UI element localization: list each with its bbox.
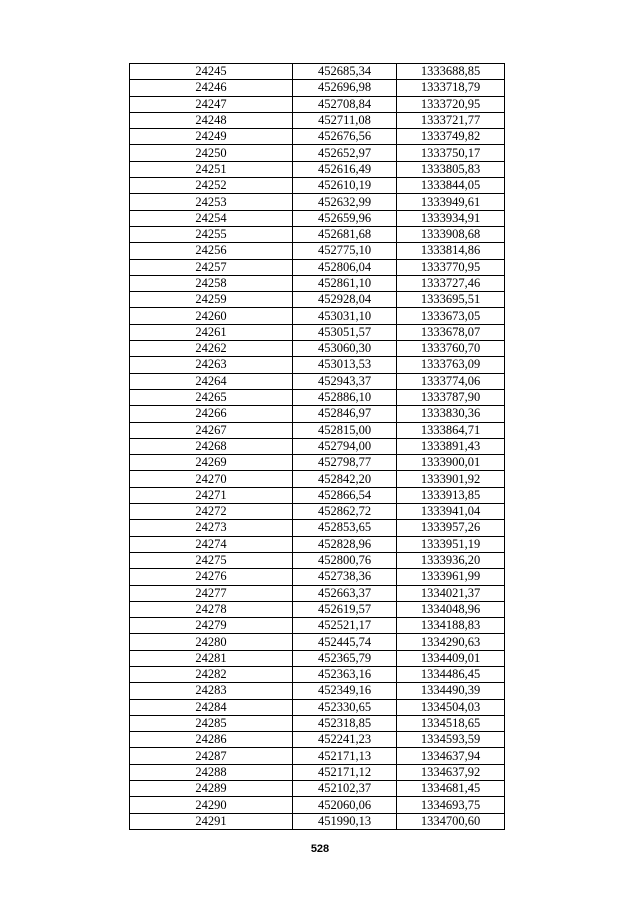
point-number-cell: 24290 bbox=[130, 797, 293, 813]
table-row bbox=[130, 324, 505, 340]
table-row bbox=[130, 618, 505, 634]
x-coordinate-cell: 452330,65 bbox=[293, 699, 397, 715]
table-row bbox=[130, 748, 505, 764]
x-coordinate-cell: 452806,04 bbox=[293, 259, 397, 275]
y-coordinate-cell: 1333864,71 bbox=[397, 422, 505, 438]
point-number-cell: 24277 bbox=[130, 585, 293, 601]
table-row bbox=[130, 112, 505, 128]
y-coordinate-cell: 1334700,60 bbox=[397, 813, 505, 829]
table-row bbox=[130, 797, 505, 813]
y-coordinate-cell: 1333749,82 bbox=[397, 129, 505, 145]
y-coordinate-cell: 1333760,70 bbox=[397, 341, 505, 357]
table-row bbox=[130, 275, 505, 291]
y-coordinate-cell: 1333814,86 bbox=[397, 243, 505, 259]
point-number-cell: 24245 bbox=[130, 64, 293, 80]
x-coordinate-cell: 452886,10 bbox=[293, 389, 397, 405]
point-number-cell: 24247 bbox=[130, 96, 293, 112]
point-number-cell: 24265 bbox=[130, 389, 293, 405]
table-row bbox=[130, 732, 505, 748]
table-row bbox=[130, 536, 505, 552]
table-row bbox=[130, 129, 505, 145]
table-row bbox=[130, 308, 505, 324]
x-coordinate-cell: 452619,57 bbox=[293, 601, 397, 617]
table-row bbox=[130, 243, 505, 259]
x-coordinate-cell: 452349,16 bbox=[293, 683, 397, 699]
point-number-cell: 24281 bbox=[130, 650, 293, 666]
y-coordinate-cell: 1333949,61 bbox=[397, 194, 505, 210]
point-number-cell: 24267 bbox=[130, 422, 293, 438]
table-row bbox=[130, 520, 505, 536]
point-number-cell: 24264 bbox=[130, 373, 293, 389]
coordinates-table-body bbox=[130, 64, 505, 830]
x-coordinate-cell: 452681,68 bbox=[293, 226, 397, 242]
table-row bbox=[130, 634, 505, 650]
y-coordinate-cell: 1333718,79 bbox=[397, 80, 505, 96]
table-row bbox=[130, 813, 505, 829]
table-row bbox=[130, 601, 505, 617]
table-row bbox=[130, 292, 505, 308]
x-coordinate-cell: 452846,97 bbox=[293, 406, 397, 422]
point-number-cell: 24253 bbox=[130, 194, 293, 210]
x-coordinate-cell: 452171,13 bbox=[293, 748, 397, 764]
y-coordinate-cell: 1334188,83 bbox=[397, 618, 505, 634]
point-number-cell: 24258 bbox=[130, 275, 293, 291]
point-number-cell: 24250 bbox=[130, 145, 293, 161]
x-coordinate-cell: 452652,97 bbox=[293, 145, 397, 161]
y-coordinate-cell: 1334637,92 bbox=[397, 764, 505, 780]
x-coordinate-cell: 452853,65 bbox=[293, 520, 397, 536]
point-number-cell: 24287 bbox=[130, 748, 293, 764]
x-coordinate-cell: 452616,49 bbox=[293, 161, 397, 177]
x-coordinate-cell: 452318,85 bbox=[293, 715, 397, 731]
y-coordinate-cell: 1333763,09 bbox=[397, 357, 505, 373]
x-coordinate-cell: 453051,57 bbox=[293, 324, 397, 340]
x-coordinate-cell: 452708,84 bbox=[293, 96, 397, 112]
table-row bbox=[130, 487, 505, 503]
y-coordinate-cell: 1333721,77 bbox=[397, 112, 505, 128]
point-number-cell: 24284 bbox=[130, 699, 293, 715]
x-coordinate-cell: 452828,96 bbox=[293, 536, 397, 552]
table-row bbox=[130, 683, 505, 699]
y-coordinate-cell: 1333901,92 bbox=[397, 471, 505, 487]
y-coordinate-cell: 1333727,46 bbox=[397, 275, 505, 291]
point-number-cell: 24282 bbox=[130, 666, 293, 682]
x-coordinate-cell: 452815,00 bbox=[293, 422, 397, 438]
point-number-cell: 24251 bbox=[130, 161, 293, 177]
point-number-cell: 24276 bbox=[130, 569, 293, 585]
y-coordinate-cell: 1333774,06 bbox=[397, 373, 505, 389]
point-number-cell: 24262 bbox=[130, 341, 293, 357]
x-coordinate-cell: 453013,53 bbox=[293, 357, 397, 373]
x-coordinate-cell: 452676,56 bbox=[293, 129, 397, 145]
table-row bbox=[130, 341, 505, 357]
point-number-cell: 24254 bbox=[130, 210, 293, 226]
y-coordinate-cell: 1334021,37 bbox=[397, 585, 505, 601]
table-row bbox=[130, 210, 505, 226]
table-row bbox=[130, 699, 505, 715]
y-coordinate-cell: 1334593,59 bbox=[397, 732, 505, 748]
x-coordinate-cell: 452738,36 bbox=[293, 569, 397, 585]
table-row bbox=[130, 471, 505, 487]
point-number-cell: 24270 bbox=[130, 471, 293, 487]
y-coordinate-cell: 1333805,83 bbox=[397, 161, 505, 177]
point-number-cell: 24288 bbox=[130, 764, 293, 780]
table-row bbox=[130, 80, 505, 96]
y-coordinate-cell: 1333688,85 bbox=[397, 64, 505, 80]
page-number: 528 bbox=[310, 843, 330, 855]
y-coordinate-cell: 1334290,63 bbox=[397, 634, 505, 650]
point-number-cell: 24249 bbox=[130, 129, 293, 145]
table-row bbox=[130, 357, 505, 373]
table-row bbox=[130, 178, 505, 194]
point-number-cell: 24286 bbox=[130, 732, 293, 748]
point-number-cell: 24274 bbox=[130, 536, 293, 552]
point-number-cell: 24246 bbox=[130, 80, 293, 96]
table-row bbox=[130, 145, 505, 161]
y-coordinate-cell: 1334693,75 bbox=[397, 797, 505, 813]
table-row bbox=[130, 226, 505, 242]
y-coordinate-cell: 1334048,96 bbox=[397, 601, 505, 617]
y-coordinate-cell: 1333830,36 bbox=[397, 406, 505, 422]
x-coordinate-cell: 452685,34 bbox=[293, 64, 397, 80]
table-row bbox=[130, 406, 505, 422]
x-coordinate-cell: 451990,13 bbox=[293, 813, 397, 829]
x-coordinate-cell: 452663,37 bbox=[293, 585, 397, 601]
x-coordinate-cell: 452632,99 bbox=[293, 194, 397, 210]
point-number-cell: 24289 bbox=[130, 781, 293, 797]
point-number-cell: 24283 bbox=[130, 683, 293, 699]
table-row bbox=[130, 438, 505, 454]
x-coordinate-cell: 452800,76 bbox=[293, 552, 397, 568]
x-coordinate-cell: 452445,74 bbox=[293, 634, 397, 650]
table-row bbox=[130, 650, 505, 666]
y-coordinate-cell: 1333891,43 bbox=[397, 438, 505, 454]
point-number-cell: 24263 bbox=[130, 357, 293, 373]
table-row bbox=[130, 715, 505, 731]
table-row bbox=[130, 764, 505, 780]
point-number-cell: 24285 bbox=[130, 715, 293, 731]
point-number-cell: 24279 bbox=[130, 618, 293, 634]
point-number-cell: 24280 bbox=[130, 634, 293, 650]
point-number-cell: 24252 bbox=[130, 178, 293, 194]
point-number-cell: 24261 bbox=[130, 324, 293, 340]
y-coordinate-cell: 1333913,85 bbox=[397, 487, 505, 503]
x-coordinate-cell: 452363,16 bbox=[293, 666, 397, 682]
table-row bbox=[130, 194, 505, 210]
point-number-cell: 24248 bbox=[130, 112, 293, 128]
y-coordinate-cell: 1333941,04 bbox=[397, 504, 505, 520]
table-row bbox=[130, 781, 505, 797]
y-coordinate-cell: 1334681,45 bbox=[397, 781, 505, 797]
point-number-cell: 24278 bbox=[130, 601, 293, 617]
y-coordinate-cell: 1333961,99 bbox=[397, 569, 505, 585]
y-coordinate-cell: 1333900,01 bbox=[397, 455, 505, 471]
y-coordinate-cell: 1333787,90 bbox=[397, 389, 505, 405]
point-number-cell: 24273 bbox=[130, 520, 293, 536]
y-coordinate-cell: 1333750,17 bbox=[397, 145, 505, 161]
y-coordinate-cell: 1333936,20 bbox=[397, 552, 505, 568]
y-coordinate-cell: 1334490,39 bbox=[397, 683, 505, 699]
y-coordinate-cell: 1333695,51 bbox=[397, 292, 505, 308]
y-coordinate-cell: 1334504,03 bbox=[397, 699, 505, 715]
x-coordinate-cell: 453060,30 bbox=[293, 341, 397, 357]
x-coordinate-cell: 452862,72 bbox=[293, 504, 397, 520]
y-coordinate-cell: 1333770,95 bbox=[397, 259, 505, 275]
x-coordinate-cell: 452659,96 bbox=[293, 210, 397, 226]
table-row bbox=[130, 569, 505, 585]
point-number-cell: 24271 bbox=[130, 487, 293, 503]
table-row bbox=[130, 552, 505, 568]
y-coordinate-cell: 1334518,65 bbox=[397, 715, 505, 731]
y-coordinate-cell: 1333673,05 bbox=[397, 308, 505, 324]
point-number-cell: 24257 bbox=[130, 259, 293, 275]
x-coordinate-cell: 452861,10 bbox=[293, 275, 397, 291]
y-coordinate-cell: 1333678,07 bbox=[397, 324, 505, 340]
point-number-cell: 24255 bbox=[130, 226, 293, 242]
x-coordinate-cell: 452171,12 bbox=[293, 764, 397, 780]
point-number-cell: 24259 bbox=[130, 292, 293, 308]
x-coordinate-cell: 452928,04 bbox=[293, 292, 397, 308]
point-number-cell: 24272 bbox=[130, 504, 293, 520]
table-row bbox=[130, 259, 505, 275]
point-number-cell: 24266 bbox=[130, 406, 293, 422]
table-row bbox=[130, 455, 505, 471]
x-coordinate-cell: 452943,37 bbox=[293, 373, 397, 389]
point-number-cell: 24256 bbox=[130, 243, 293, 259]
point-number-cell: 24275 bbox=[130, 552, 293, 568]
y-coordinate-cell: 1334637,94 bbox=[397, 748, 505, 764]
table-row bbox=[130, 504, 505, 520]
x-coordinate-cell: 452241,23 bbox=[293, 732, 397, 748]
y-coordinate-cell: 1333957,26 bbox=[397, 520, 505, 536]
x-coordinate-cell: 452842,20 bbox=[293, 471, 397, 487]
y-coordinate-cell: 1333844,05 bbox=[397, 178, 505, 194]
x-coordinate-cell: 452521,17 bbox=[293, 618, 397, 634]
point-number-cell: 24268 bbox=[130, 438, 293, 454]
x-coordinate-cell: 452696,98 bbox=[293, 80, 397, 96]
table-row bbox=[130, 96, 505, 112]
table-row bbox=[130, 585, 505, 601]
x-coordinate-cell: 452775,10 bbox=[293, 243, 397, 259]
x-coordinate-cell: 452711,08 bbox=[293, 112, 397, 128]
coordinates-table bbox=[129, 63, 505, 830]
point-number-cell: 24269 bbox=[130, 455, 293, 471]
y-coordinate-cell: 1334486,45 bbox=[397, 666, 505, 682]
table-row bbox=[130, 389, 505, 405]
table-row bbox=[130, 422, 505, 438]
y-coordinate-cell: 1333908,68 bbox=[397, 226, 505, 242]
y-coordinate-cell: 1333951,19 bbox=[397, 536, 505, 552]
x-coordinate-cell: 452798,77 bbox=[293, 455, 397, 471]
y-coordinate-cell: 1333720,95 bbox=[397, 96, 505, 112]
table-row bbox=[130, 373, 505, 389]
x-coordinate-cell: 452610,19 bbox=[293, 178, 397, 194]
x-coordinate-cell: 452060,06 bbox=[293, 797, 397, 813]
point-number-cell: 24291 bbox=[130, 813, 293, 829]
point-number-cell: 24260 bbox=[130, 308, 293, 324]
table-row bbox=[130, 161, 505, 177]
x-coordinate-cell: 452866,54 bbox=[293, 487, 397, 503]
y-coordinate-cell: 1333934,91 bbox=[397, 210, 505, 226]
table-row bbox=[130, 666, 505, 682]
x-coordinate-cell: 453031,10 bbox=[293, 308, 397, 324]
x-coordinate-cell: 452794,00 bbox=[293, 438, 397, 454]
x-coordinate-cell: 452102,37 bbox=[293, 781, 397, 797]
table-row bbox=[130, 64, 505, 80]
y-coordinate-cell: 1334409,01 bbox=[397, 650, 505, 666]
x-coordinate-cell: 452365,79 bbox=[293, 650, 397, 666]
